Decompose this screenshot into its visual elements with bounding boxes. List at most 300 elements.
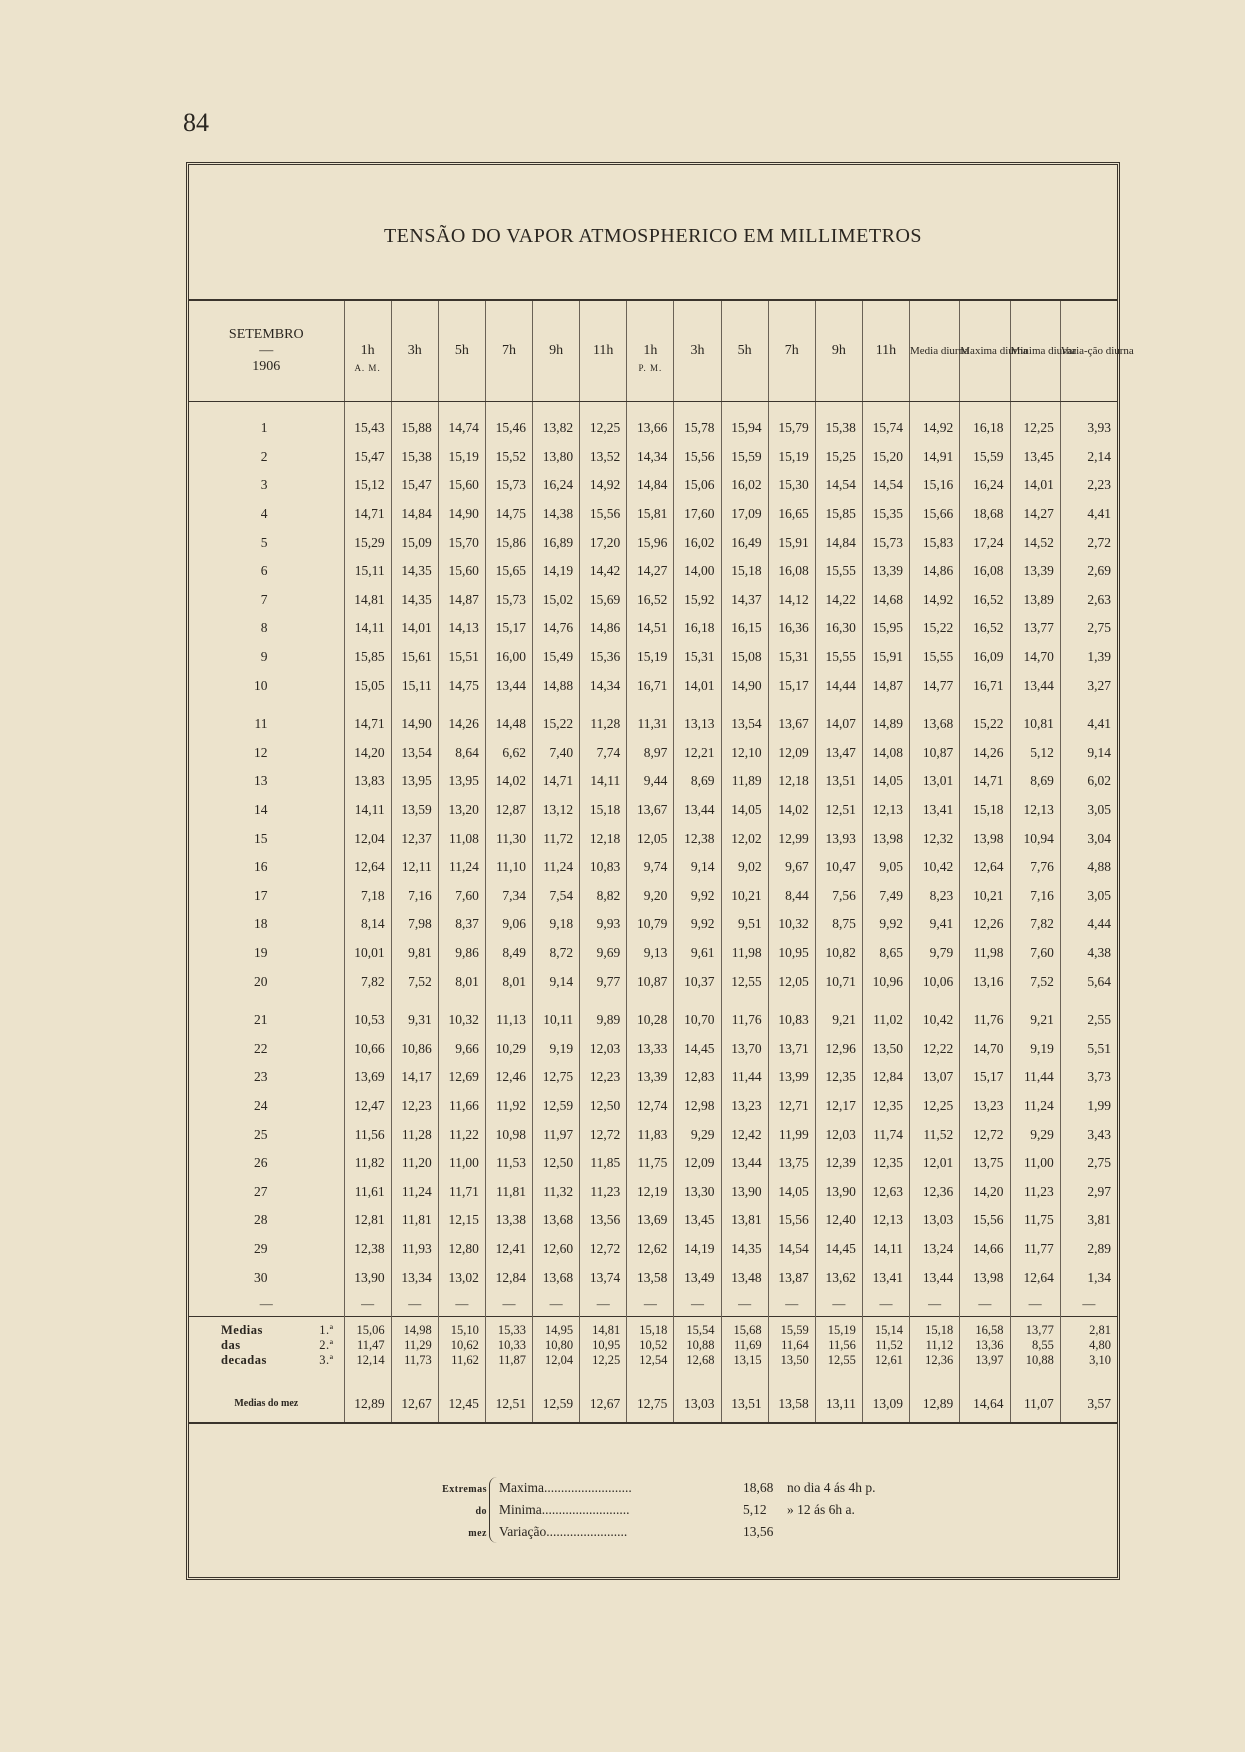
value-cell: 14,91 xyxy=(910,443,960,472)
value-cell: 13,75 xyxy=(960,1149,1010,1178)
value-cell: 8,72 xyxy=(533,939,580,968)
value-cell: 14,98 xyxy=(391,1316,438,1338)
page-number: 84 xyxy=(183,108,209,137)
value-cell: 14,71 xyxy=(344,500,391,529)
value-cell: 15,55 xyxy=(815,643,862,672)
value-cell: 12,26 xyxy=(960,910,1010,939)
value-cell: 12,41 xyxy=(485,1235,532,1264)
value-cell: 14,84 xyxy=(391,500,438,529)
header-row xyxy=(189,301,1117,402)
value-cell: 14,70 xyxy=(1010,643,1060,672)
value-cell: 15,70 xyxy=(438,528,485,557)
value-cell: 16,00 xyxy=(485,643,532,672)
table-row xyxy=(189,586,1117,615)
value-cell: 11,44 xyxy=(721,1063,768,1092)
value-cell: 12,39 xyxy=(815,1149,862,1178)
dash-cell: — xyxy=(580,1292,627,1317)
value-cell: 15,19 xyxy=(627,643,674,672)
value-cell: 8,55 xyxy=(1010,1338,1060,1353)
table-row xyxy=(189,643,1117,672)
value-cell: 12,64 xyxy=(344,853,391,882)
value-cell: 12,36 xyxy=(910,1177,960,1206)
value-cell: 3,10 xyxy=(1060,1353,1117,1368)
value-cell: 14,86 xyxy=(910,557,960,586)
value-cell: 11,81 xyxy=(391,1206,438,1235)
day-cell: 4 xyxy=(260,506,268,522)
value-cell: 2,75 xyxy=(1060,614,1117,643)
value-cell: 12,13 xyxy=(862,796,909,825)
value-cell: 14,08 xyxy=(862,739,909,768)
value-cell: 14,54 xyxy=(815,471,862,500)
value-cell: 15,91 xyxy=(862,643,909,672)
value-cell: 15,18 xyxy=(960,796,1010,825)
value-cell: 14,92 xyxy=(580,471,627,500)
value-cell: 9,44 xyxy=(627,767,674,796)
value-cell: 10,94 xyxy=(1010,824,1060,853)
value-cell: 10,81 xyxy=(1010,700,1060,739)
dash-cell: — xyxy=(259,1295,273,1311)
value-cell: 13,41 xyxy=(910,796,960,825)
value-cell: 2,81 xyxy=(1060,1316,1117,1338)
day-cell: 20 xyxy=(254,973,268,989)
decade-ordinal: 1.ª xyxy=(319,1322,334,1337)
value-cell: 12,01 xyxy=(910,1149,960,1178)
value-cell: 13,23 xyxy=(721,1092,768,1121)
value-cell: 11,44 xyxy=(1010,1063,1060,1092)
table-row xyxy=(189,824,1117,853)
value-cell: 13,03 xyxy=(674,1368,721,1423)
value-cell: 14,12 xyxy=(768,586,815,615)
value-cell: 14,26 xyxy=(438,700,485,739)
value-cell: 13,41 xyxy=(862,1263,909,1292)
value-cell: 15,78 xyxy=(674,402,721,443)
value-cell: 15,31 xyxy=(768,643,815,672)
value-cell: 14,45 xyxy=(674,1034,721,1063)
value-cell: 11,47 xyxy=(344,1338,391,1353)
day-cell: 28 xyxy=(254,1212,268,1228)
value-cell: 13,09 xyxy=(862,1368,909,1423)
value-cell: 10,42 xyxy=(910,853,960,882)
month-mean-row xyxy=(189,1368,1117,1423)
hour-header: 5h xyxy=(438,301,485,402)
value-cell: 9,02 xyxy=(721,853,768,882)
value-cell: 9,66 xyxy=(438,1034,485,1063)
value-cell: 12,98 xyxy=(674,1092,721,1121)
value-cell: 11,83 xyxy=(627,1120,674,1149)
am-label: A. M. xyxy=(354,363,381,373)
value-cell: 13,54 xyxy=(721,700,768,739)
day-cell: 29 xyxy=(254,1240,268,1256)
value-cell: 11,98 xyxy=(721,939,768,968)
table-row xyxy=(189,471,1117,500)
value-cell: 13,15 xyxy=(721,1353,768,1368)
value-cell: 7,49 xyxy=(862,882,909,911)
value-cell: 11,75 xyxy=(1010,1206,1060,1235)
value-cell: 12,42 xyxy=(721,1120,768,1149)
value-cell: 13,62 xyxy=(815,1263,862,1292)
table-row xyxy=(189,500,1117,529)
value-cell: 15,49 xyxy=(533,643,580,672)
value-cell: 4,80 xyxy=(1060,1338,1117,1353)
value-cell: 14,07 xyxy=(815,700,862,739)
value-cell: 16,36 xyxy=(768,614,815,643)
hour-header: 3h xyxy=(391,301,438,402)
value-cell: 15,11 xyxy=(391,671,438,700)
value-cell: 10,79 xyxy=(627,910,674,939)
value-cell: 13,97 xyxy=(960,1353,1010,1368)
value-cell: 17,09 xyxy=(721,500,768,529)
value-cell: 14,87 xyxy=(438,586,485,615)
value-cell: 7,16 xyxy=(391,882,438,911)
value-cell: 15,60 xyxy=(438,471,485,500)
decade-row xyxy=(189,1338,1117,1353)
value-cell: 13,39 xyxy=(627,1063,674,1092)
value-cell: 12,37 xyxy=(391,824,438,853)
value-cell: 11,76 xyxy=(721,996,768,1035)
value-cell: 12,35 xyxy=(815,1063,862,1092)
value-cell: 15,73 xyxy=(485,586,532,615)
value-cell: 11,20 xyxy=(391,1149,438,1178)
value-cell: 10,95 xyxy=(580,1338,627,1353)
value-cell: 9,14 xyxy=(533,967,580,996)
year-label: 1906 xyxy=(252,359,281,374)
day-cell: 6 xyxy=(260,563,268,579)
value-cell: 7,54 xyxy=(533,882,580,911)
decade-label-text: decadas xyxy=(221,1352,267,1367)
value-cell: 12,17 xyxy=(815,1092,862,1121)
value-cell: 3,05 xyxy=(1060,796,1117,825)
table-row xyxy=(189,1063,1117,1092)
day-cell: 12 xyxy=(254,744,268,760)
value-cell: 14,11 xyxy=(580,767,627,796)
value-cell: 13,68 xyxy=(910,700,960,739)
value-cell: 12,50 xyxy=(580,1092,627,1121)
value-cell: 14,05 xyxy=(862,767,909,796)
day-cell: 7 xyxy=(260,591,268,607)
value-cell: 13,56 xyxy=(580,1206,627,1235)
value-cell: 16,08 xyxy=(960,557,1010,586)
value-cell: 10,71 xyxy=(815,967,862,996)
value-cell: 13,87 xyxy=(768,1263,815,1292)
value-cell: 8,75 xyxy=(815,910,862,939)
value-cell: 8,69 xyxy=(674,767,721,796)
value-cell: 11,23 xyxy=(1010,1177,1060,1206)
value-cell: 12,55 xyxy=(721,967,768,996)
value-cell: 7,52 xyxy=(1010,967,1060,996)
value-cell: 15,30 xyxy=(768,471,815,500)
value-cell: 11,32 xyxy=(533,1177,580,1206)
day-cell: 26 xyxy=(254,1155,268,1171)
value-cell: 5,12 xyxy=(1010,739,1060,768)
value-cell: 13,03 xyxy=(910,1206,960,1235)
value-cell: 12,68 xyxy=(674,1353,721,1368)
value-cell: 7,16 xyxy=(1010,882,1060,911)
value-cell: 11,72 xyxy=(533,824,580,853)
value-cell: 16,49 xyxy=(721,528,768,557)
value-cell: 13,98 xyxy=(960,824,1010,853)
day-cell: 17 xyxy=(254,887,268,903)
value-cell: 13,80 xyxy=(533,443,580,472)
table-row xyxy=(189,1092,1117,1121)
value-cell: 14,75 xyxy=(485,500,532,529)
value-cell: 14,51 xyxy=(627,614,674,643)
value-cell: 7,40 xyxy=(533,739,580,768)
value-cell: 14,01 xyxy=(674,671,721,700)
table-row xyxy=(189,1235,1117,1264)
dash-cell: — xyxy=(862,1292,909,1317)
value-cell: 15,74 xyxy=(862,402,909,443)
day-cell: 21 xyxy=(254,1012,268,1028)
dash-cell: — xyxy=(485,1292,532,1317)
value-cell: 13,68 xyxy=(533,1206,580,1235)
value-cell: 9,31 xyxy=(391,996,438,1035)
value-cell: 15,02 xyxy=(533,586,580,615)
value-cell: 13,77 xyxy=(1010,1316,1060,1338)
value-cell: 13,93 xyxy=(815,824,862,853)
value-cell: 13,82 xyxy=(533,402,580,443)
value-cell: 12,14 xyxy=(344,1353,391,1368)
value-cell: 14,77 xyxy=(910,671,960,700)
value-cell: 12,99 xyxy=(768,824,815,853)
day-cell: 11 xyxy=(254,716,268,732)
table-title: TENSÃO DO VAPOR ATMOSPHERICO EM MILLIMETROS xyxy=(383,225,923,247)
value-cell: 15,33 xyxy=(485,1316,532,1338)
month-dash: — xyxy=(259,343,274,358)
value-cell: 2,55 xyxy=(1060,996,1117,1035)
value-cell: 15,55 xyxy=(910,643,960,672)
value-cell: 11,56 xyxy=(815,1338,862,1353)
value-cell: 11,97 xyxy=(533,1120,580,1149)
value-cell: 11,30 xyxy=(485,824,532,853)
value-cell: 15,96 xyxy=(627,528,674,557)
value-cell: 10,11 xyxy=(533,996,580,1035)
day-cell: 1 xyxy=(260,420,268,436)
value-cell: 14,88 xyxy=(533,671,580,700)
value-cell: 12,81 xyxy=(344,1206,391,1235)
value-cell: 7,60 xyxy=(1010,939,1060,968)
value-cell: 10,96 xyxy=(862,967,909,996)
value-cell: 13,44 xyxy=(721,1149,768,1178)
value-cell: 16,24 xyxy=(960,471,1010,500)
value-cell: 14,27 xyxy=(1010,500,1060,529)
value-cell: 12,75 xyxy=(627,1368,674,1423)
value-cell: 13,68 xyxy=(533,1263,580,1292)
value-cell: 13,90 xyxy=(721,1177,768,1206)
table-row xyxy=(189,796,1117,825)
value-cell: 11,69 xyxy=(721,1338,768,1353)
value-cell: 12,35 xyxy=(862,1149,909,1178)
table-row xyxy=(189,700,1117,739)
value-cell: 12,64 xyxy=(1010,1263,1060,1292)
hour-header: 3h xyxy=(674,301,721,402)
value-cell: 12,51 xyxy=(485,1368,532,1423)
value-cell: 10,06 xyxy=(910,967,960,996)
value-cell: 16,89 xyxy=(533,528,580,557)
hour-header: 9h xyxy=(533,301,580,402)
value-cell: 7,52 xyxy=(391,967,438,996)
value-cell: 10,47 xyxy=(815,853,862,882)
value-cell: 11,24 xyxy=(1010,1092,1060,1121)
value-cell: 1,34 xyxy=(1060,1263,1117,1292)
value-cell: 12,19 xyxy=(627,1177,674,1206)
table-row xyxy=(189,671,1117,700)
dash-cell: — xyxy=(438,1292,485,1317)
value-cell: 12,83 xyxy=(674,1063,721,1092)
value-cell: 14,27 xyxy=(627,557,674,586)
table-row xyxy=(189,739,1117,768)
value-cell: 13,07 xyxy=(910,1063,960,1092)
brace xyxy=(489,1477,498,1543)
value-cell: 13,89 xyxy=(1010,586,1060,615)
value-cell: 16,71 xyxy=(627,671,674,700)
value-cell: 15,81 xyxy=(627,500,674,529)
value-cell: 12,05 xyxy=(627,824,674,853)
decade-row xyxy=(189,1353,1117,1368)
value-cell: 11,24 xyxy=(391,1177,438,1206)
value-cell: 13,44 xyxy=(910,1263,960,1292)
value-cell: 9,14 xyxy=(674,853,721,882)
value-cell: 11,31 xyxy=(627,700,674,739)
value-cell: 14,81 xyxy=(580,1316,627,1338)
value-cell: 14,26 xyxy=(960,739,1010,768)
value-cell: 11,66 xyxy=(438,1092,485,1121)
value-cell: 11,87 xyxy=(485,1353,532,1368)
value-cell: 15,29 xyxy=(344,528,391,557)
value-cell: 17,60 xyxy=(674,500,721,529)
value-cell: 11,85 xyxy=(580,1149,627,1178)
value-cell: 12,63 xyxy=(862,1177,909,1206)
value-cell: 14,20 xyxy=(344,739,391,768)
value-cell: 11,93 xyxy=(391,1235,438,1264)
value-cell: 13,39 xyxy=(1010,557,1060,586)
value-cell: 14,01 xyxy=(1010,471,1060,500)
value-cell: 11,52 xyxy=(910,1120,960,1149)
value-cell: 15,55 xyxy=(815,557,862,586)
value-cell: 15,47 xyxy=(391,471,438,500)
value-cell: 14,19 xyxy=(674,1235,721,1264)
dash-cell: — xyxy=(768,1292,815,1317)
value-cell: 13,51 xyxy=(815,767,862,796)
value-cell: 13,95 xyxy=(391,767,438,796)
value-cell: 9,67 xyxy=(768,853,815,882)
table-row xyxy=(189,1206,1117,1235)
value-cell: 12,40 xyxy=(815,1206,862,1235)
table-row xyxy=(189,1120,1117,1149)
value-cell: 3,27 xyxy=(1060,671,1117,700)
value-cell: 13,77 xyxy=(1010,614,1060,643)
value-cell: 14,37 xyxy=(721,586,768,615)
value-cell: 12,71 xyxy=(768,1092,815,1121)
value-cell: 9,21 xyxy=(815,996,862,1035)
value-cell: 13,69 xyxy=(627,1206,674,1235)
value-cell: 9,81 xyxy=(391,939,438,968)
value-cell: 13,45 xyxy=(674,1206,721,1235)
value-cell: 13,36 xyxy=(960,1338,1010,1353)
value-cell: 8,82 xyxy=(580,882,627,911)
value-cell: 11,07 xyxy=(1010,1368,1060,1423)
value-cell: 15,05 xyxy=(344,671,391,700)
value-cell: 11,98 xyxy=(960,939,1010,968)
value-cell: 12,61 xyxy=(862,1353,909,1368)
value-cell: 12,11 xyxy=(391,853,438,882)
value-cell: 12,72 xyxy=(960,1120,1010,1149)
value-cell: 11,00 xyxy=(1010,1149,1060,1178)
value-cell: 11,23 xyxy=(580,1177,627,1206)
value-cell: 12,03 xyxy=(580,1034,627,1063)
value-cell: 15,16 xyxy=(910,471,960,500)
value-cell: 9,41 xyxy=(910,910,960,939)
value-cell: 12,59 xyxy=(533,1092,580,1121)
value-cell: 13,99 xyxy=(768,1063,815,1092)
value-cell: 13,98 xyxy=(862,824,909,853)
value-cell: 15,88 xyxy=(391,402,438,443)
value-cell: 12,74 xyxy=(627,1092,674,1121)
value-cell: 12,64 xyxy=(960,853,1010,882)
value-cell: 10,87 xyxy=(910,739,960,768)
decade-label xyxy=(189,1353,344,1368)
value-cell: 10,29 xyxy=(485,1034,532,1063)
value-cell: 4,44 xyxy=(1060,910,1117,939)
value-cell: 2,14 xyxy=(1060,443,1117,472)
value-cell: 12,72 xyxy=(580,1120,627,1149)
value-cell: 16,52 xyxy=(627,586,674,615)
value-cell: 12,59 xyxy=(533,1368,580,1423)
value-cell: 12,15 xyxy=(438,1206,485,1235)
value-cell: 13,11 xyxy=(815,1368,862,1423)
decade-label-text: das xyxy=(221,1337,241,1352)
value-cell: 9,86 xyxy=(438,939,485,968)
dash-row xyxy=(189,1292,1117,1317)
value-cell: 15,20 xyxy=(862,443,909,472)
dash-cell: — xyxy=(1010,1292,1060,1317)
value-cell: 10,98 xyxy=(485,1120,532,1149)
value-cell: 13,69 xyxy=(344,1063,391,1092)
hour-header: 1h P. M. xyxy=(627,301,674,402)
value-cell: 12,04 xyxy=(533,1353,580,1368)
value-cell: 14,34 xyxy=(627,443,674,472)
value-cell: 13,90 xyxy=(344,1263,391,1292)
day-cell: 10 xyxy=(254,677,268,693)
value-cell: 8,14 xyxy=(344,910,391,939)
value-cell: 2,63 xyxy=(1060,586,1117,615)
value-cell: 13,98 xyxy=(960,1263,1010,1292)
decade-label xyxy=(189,1338,344,1353)
value-cell: 15,22 xyxy=(910,614,960,643)
value-cell: 9,06 xyxy=(485,910,532,939)
value-cell: 4,38 xyxy=(1060,939,1117,968)
value-cell: 12,18 xyxy=(768,767,815,796)
value-cell: 15,85 xyxy=(344,643,391,672)
table-row xyxy=(189,557,1117,586)
value-cell: 13,50 xyxy=(862,1034,909,1063)
value-cell: 12,13 xyxy=(862,1206,909,1235)
value-cell: 15,22 xyxy=(960,700,1010,739)
value-cell: 14,84 xyxy=(627,471,674,500)
value-cell: 10,83 xyxy=(580,853,627,882)
value-cell: 10,21 xyxy=(960,882,1010,911)
value-cell: 5,51 xyxy=(1060,1034,1117,1063)
value-cell: 14,54 xyxy=(862,471,909,500)
value-cell: 15,17 xyxy=(768,671,815,700)
value-cell: 16,02 xyxy=(721,471,768,500)
value-cell: 12,13 xyxy=(1010,796,1060,825)
value-cell: 14,74 xyxy=(438,402,485,443)
value-cell: 13,51 xyxy=(721,1368,768,1423)
value-cell: 14,20 xyxy=(960,1177,1010,1206)
value-cell: 14,92 xyxy=(910,586,960,615)
day-cell: 14 xyxy=(254,802,268,818)
hour-header: 11h xyxy=(862,301,909,402)
